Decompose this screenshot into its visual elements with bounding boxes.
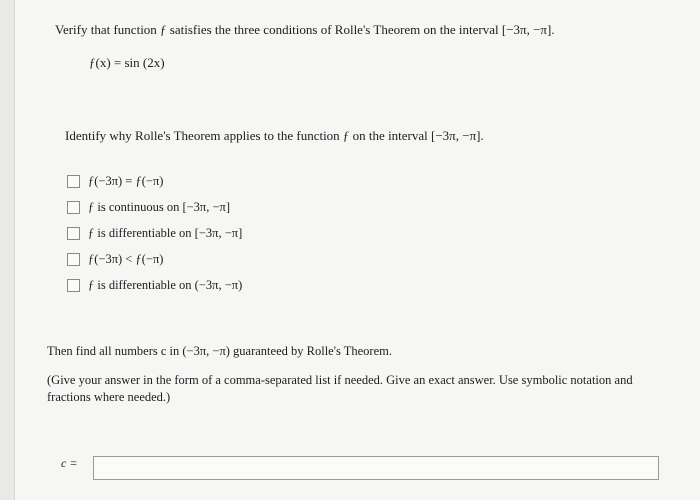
option-label: ƒ is differentiable on [−3π, −π] <box>88 225 243 240</box>
option-row[interactable] <box>67 272 242 298</box>
option-label: ƒ(−3π) < ƒ(−π) <box>88 251 164 266</box>
options-list <box>67 168 242 298</box>
option-row[interactable] <box>67 220 242 246</box>
option-checkbox[interactable] <box>67 227 80 240</box>
option-label: ƒ(−3π) = ƒ(−π) <box>88 173 164 188</box>
option-checkbox[interactable] <box>67 175 80 188</box>
option-row[interactable] <box>67 168 242 194</box>
option-row[interactable] <box>67 194 242 220</box>
question-panel <box>14 0 700 500</box>
identify-prompt: Identify why Rolle's Theorem applies to the function ƒ on the interval [−3π, −π]. <box>65 128 484 143</box>
question-title: Verify that function ƒ satisfies the three conditions of Rolle's Theorem on the interval [−3π, −π]. <box>55 22 555 37</box>
option-checkbox[interactable] <box>67 253 80 266</box>
option-checkbox[interactable] <box>67 201 80 214</box>
option-label: ƒ is continuous on [−3π, −π] <box>88 199 230 214</box>
function-formula: ƒ(x) = sin (2x) <box>89 55 165 70</box>
option-label: ƒ is differentiable on (−3π, −π) <box>88 277 243 292</box>
answer-hint: (Give your answer in the form of a comma-separated list if needed. Give an exact answer. Use symbolic notation and fractions where needed.) <box>47 373 633 404</box>
find-c-prompt: Then find all numbers c in (−3π, −π) guaranteed by Rolle's Theorem. <box>47 344 392 358</box>
answer-input[interactable] <box>93 456 659 480</box>
option-checkbox[interactable] <box>67 279 80 292</box>
answer-label: c = <box>61 456 78 470</box>
option-row[interactable] <box>67 246 242 272</box>
